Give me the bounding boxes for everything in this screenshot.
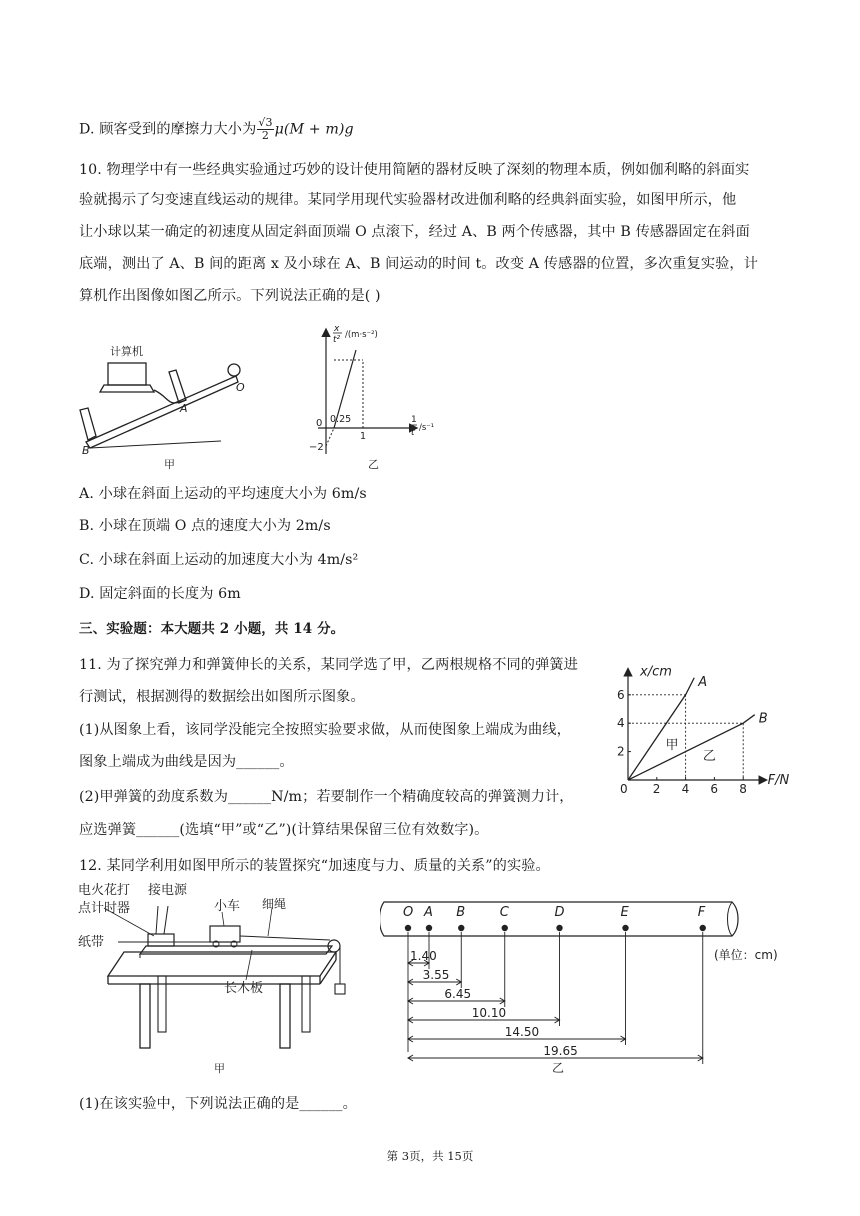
tape-point-label: C — [499, 905, 509, 920]
distance-label: 6.45 — [444, 987, 472, 1001]
caption-yi: 乙 — [368, 458, 379, 471]
table-top — [108, 952, 336, 976]
tape-point-label: A — [424, 905, 433, 920]
q11-line-1: 11. 为了探究弹力和弹簧伸长的关系，某同学选了甲，乙两根规格不同的弹簧进 — [79, 657, 578, 673]
y-axis-label: x/cm — [640, 664, 672, 680]
q9-option-d-text: D. 顾客受到的摩擦力大小为 — [79, 121, 257, 138]
y-tick-label: 4 — [617, 716, 625, 731]
distance-label: 14.50 — [504, 1025, 540, 1039]
graph-line-ext — [326, 428, 334, 446]
q9-option-d-expr: μ(M + m)g — [274, 121, 354, 138]
q10-line-1: 10. 物理学中有一些经典实验通过巧妙的设计使用简陋的器材反映了深刻的物理本质，例如伽利略的斜面实 — [79, 162, 750, 178]
section-3-title: 三、实验题：本大题共 2 小题，共 14 分。 — [79, 621, 345, 637]
rope — [240, 936, 330, 940]
tape-point-label: O — [403, 905, 414, 920]
sensor-b — [80, 408, 96, 440]
tape-figure — [380, 892, 790, 1078]
label-b: B — [82, 444, 90, 457]
spark-timer — [148, 934, 174, 946]
table-leg — [140, 984, 150, 1048]
incline — [86, 376, 238, 448]
tape-point-label: D — [554, 905, 565, 920]
label-power: 接电源 — [148, 883, 188, 898]
distance-label: 19.65 — [543, 1044, 578, 1058]
computer-keyboard — [100, 385, 154, 392]
q10-line-4: 底端，测出了 A、B 间的距离 x 及小球在 A、B 间运动的时间 t。改变 A 传感器的位置，多次重复实验，计 — [79, 256, 758, 272]
q9-option-d — [79, 117, 354, 142]
q10-line-5: 算机作出图像如图乙所示。下列说法正确的是( ) — [79, 288, 381, 304]
computer-screen — [108, 363, 146, 385]
cable — [154, 390, 186, 403]
series-line-A — [628, 678, 694, 780]
x-tick-label: 2 — [652, 782, 661, 796]
label-rope: 细绳 — [262, 897, 287, 911]
x-axis-label: F/N — [767, 773, 790, 788]
series-line-B — [628, 715, 755, 780]
label-o: O — [236, 381, 245, 394]
tape-dot — [458, 925, 464, 931]
distance-label: 1.40 — [410, 949, 437, 963]
q10-option-a: A. 小球在斜面上运动的平均速度大小为 6m/s — [79, 486, 367, 502]
incline-figure — [76, 338, 246, 478]
q10-option-c: C. 小球在斜面上运动的加速度大小为 4m/s² — [79, 552, 359, 568]
label-cart: 小车 — [214, 899, 241, 914]
distance-label: 3.55 — [422, 968, 450, 982]
y-tick-label: 6 — [617, 687, 625, 702]
tick-1: 1 — [360, 431, 367, 442]
spring-chart — [612, 648, 790, 800]
tape-dot — [426, 925, 432, 931]
page-number: 第 3页，共 15页 — [386, 1149, 474, 1163]
tick-neg2: −2 — [309, 442, 324, 453]
y-label-num: x — [334, 324, 340, 334]
table-leg — [280, 984, 290, 1048]
apparatus-figure — [76, 880, 366, 1080]
caption-jia-12: 甲 — [214, 1062, 225, 1075]
x-label-den: t — [411, 428, 415, 438]
y-tick-label: 2 — [617, 744, 625, 759]
x-tick-label: 6 — [710, 782, 719, 796]
tape-dot — [556, 925, 562, 931]
unit-label: (单位：cm) — [714, 948, 778, 962]
hanging-weight — [335, 984, 345, 994]
sqrt3-over-2: $\frac{√3}{2}$ — [258, 116, 273, 142]
q11-line-4: 图象上端成为曲线是因为______。 — [79, 754, 294, 770]
computer-label: 计算机 — [110, 345, 143, 358]
tape-point-label: B — [456, 905, 466, 920]
y-label-unit: /(m·s⁻²) — [345, 330, 378, 340]
label-board: 长木板 — [224, 981, 264, 996]
tape-dot — [622, 925, 628, 931]
region-label-yi: 乙 — [702, 749, 716, 765]
caption-jia: 甲 — [164, 458, 175, 471]
x-tick-label: 4 — [681, 782, 690, 796]
tape-dot — [700, 925, 706, 931]
caption-yi-12: 乙 — [552, 1061, 565, 1075]
q10-line-3: 让小球以某一确定的初速度从固定斜面顶端 O 点滚下，经过 A、B 两个传感器，其中 B 传感器固定在斜面 — [79, 224, 750, 240]
tape-dot — [502, 925, 508, 931]
q11-line-2: 行测试，根据测得的数据绘出如图所示图象。 — [79, 689, 365, 705]
series-label-B: B — [758, 711, 768, 727]
q11-line-3: (1)从图象上看，该同学没能完全按照实验要求做，从而使图象上端成为曲线， — [79, 722, 571, 738]
distance-label: 10.10 — [471, 1006, 507, 1020]
x-tick-label: 8 — [739, 782, 747, 796]
cart — [210, 926, 240, 942]
label-timer-2: 点计时器 — [78, 901, 131, 916]
x-t-graph — [296, 322, 456, 474]
label-a: A — [180, 402, 188, 415]
origin-label: 0 — [316, 418, 323, 429]
q12-line: 12. 某同学利用如图甲所示的装置探究“加速度与力、质量的关系”的实验。 — [79, 858, 550, 874]
sensor-a — [169, 370, 186, 403]
series-label-A: A — [698, 674, 708, 690]
tick-0-25: 0.25 — [330, 414, 352, 425]
q11-line-6: 应选弹簧______(选填“甲”或“乙”)(计算结果保留三位有效数字)。 — [79, 822, 489, 838]
q11-line-5: (2)甲弹簧的劲度系数为______N/m；若要制作一个精确度较高的弹簧测力计， — [79, 789, 574, 805]
x-label-num: 1 — [411, 415, 417, 425]
x-tick-label: 0 — [620, 782, 628, 796]
label-timer: 电火花打 — [78, 883, 131, 898]
q10-line-2: 验就揭示了匀变速直线运动的规律。某同学用现代实验器材改进伽利略的经典斜面实验，如图甲所示，他 — [79, 192, 737, 208]
q10-option-b: B. 小球在顶端 O 点的速度大小为 2m/s — [79, 518, 331, 534]
tape-dot — [405, 925, 411, 931]
x-label-unit: /s⁻¹ — [419, 423, 435, 433]
y-label-den: t² — [333, 335, 341, 345]
ball — [228, 364, 240, 376]
label-tape: 纸带 — [78, 935, 105, 950]
region-label-jia: 甲 — [665, 737, 679, 753]
tape-point-label: E — [620, 905, 629, 920]
long-board — [140, 946, 332, 954]
tape-edge — [728, 902, 733, 936]
q10-option-d: D. 固定斜面的长度为 6m — [79, 586, 241, 602]
tape-point-label: F — [697, 905, 706, 920]
q12-sub-1: (1)在该实验中，下列说法正确的是______。 — [79, 1096, 357, 1112]
